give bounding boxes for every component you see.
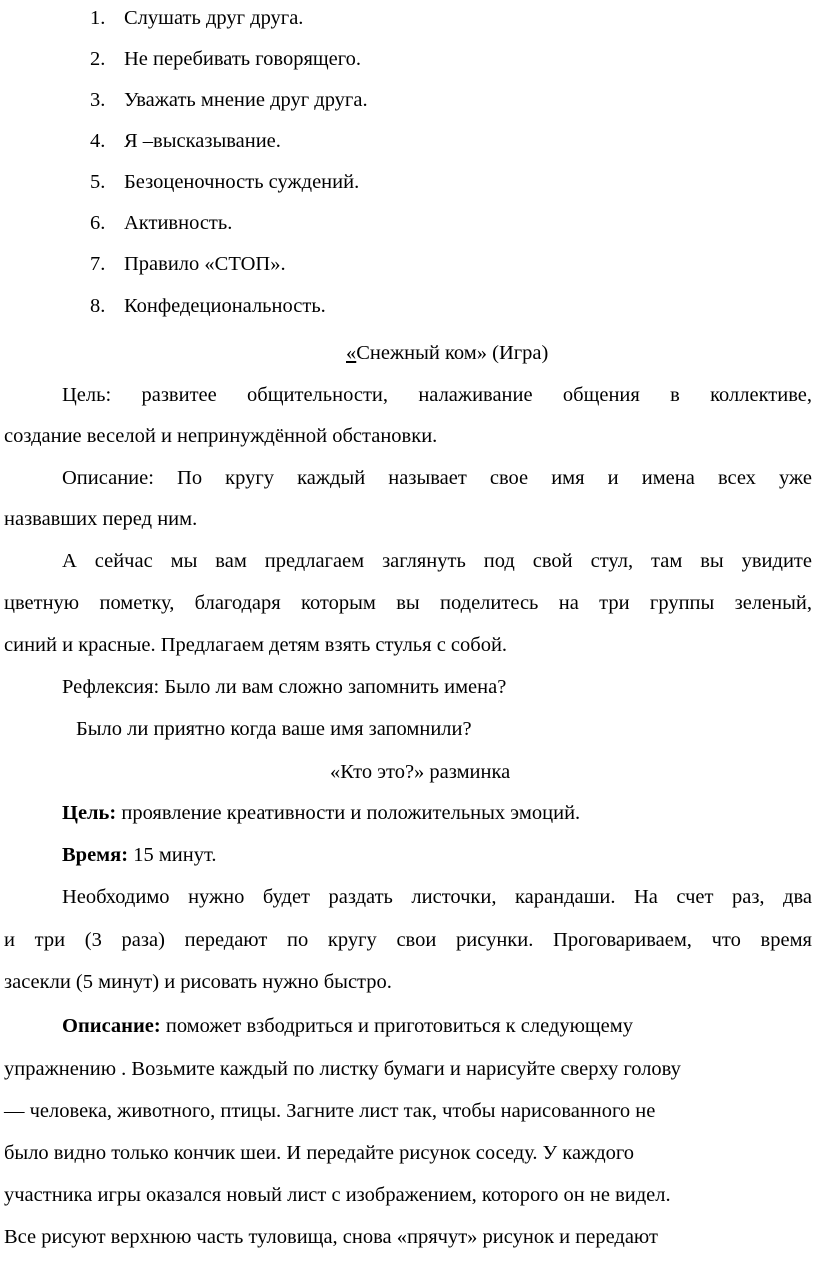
section-title-snowball	[346, 341, 548, 365]
time-label: Время:	[62, 844, 129, 866]
game2-description-line-1	[62, 1014, 633, 1038]
description-line-2: назвавших перед ним.	[4, 508, 198, 530]
reflection-line-2: Было ли приятно когда ваше имя запомнили?	[76, 718, 472, 740]
goal-paragraph-line-2: создание веселой и непринуждённой обстановки.	[4, 425, 438, 447]
list-item-number: 4.	[90, 130, 106, 152]
chairs-paragraph-line-2	[4, 591, 812, 615]
time-line	[62, 843, 217, 867]
game2-description-line-2: упражнению . Возьмите каждый по листку бумаги и нарисуйте сверху голову	[4, 1058, 681, 1080]
list-item-text: Активность.	[124, 212, 233, 234]
instructions-line-3: засекли (5 минут) и рисовать нужно быстро.	[4, 971, 392, 993]
game2-description-line-6: Все рисуют верхнюю часть туловища, снова «прячут» рисунок и передают	[4, 1226, 658, 1248]
reflection-line-1: Рефлексия: Было ли вам сложно запомнить имена?	[62, 676, 507, 698]
list-item-text: Слушать друг друга.	[124, 7, 304, 29]
list-item-number: 2.	[90, 48, 106, 70]
list-item-number: 5.	[90, 171, 106, 193]
list-item-number: 1.	[90, 7, 106, 29]
chairs-line-1-text: А сейчас мы вам предлагаем заглянуть под свой стул, там вы увидите	[62, 550, 812, 572]
list-item-text: Правило «СТОП».	[124, 253, 286, 275]
instructions-line-2-text: и три (3 раза) передают по кругу свои рисунки. Проговариваем, что время	[4, 929, 812, 951]
list-item-number: 6.	[90, 212, 106, 234]
game2-description-line-5: участника игры оказался новый лист с изображением, которого он не видел.	[4, 1184, 671, 1206]
title-text: Снежный ком» (Игра)	[356, 342, 549, 364]
description-line-1	[62, 466, 812, 490]
list-item-text: Не перебивать говорящего.	[124, 48, 362, 70]
goal-paragraph-line-1	[62, 383, 812, 407]
section-title-who-is-it: «Кто это?» разминка	[330, 761, 511, 783]
goal-text: проявление креативности и положительных эмоций.	[116, 802, 581, 824]
title-open-quote: «	[346, 342, 357, 364]
instructions-line-1	[62, 885, 812, 909]
description-label: Описание:	[62, 1015, 161, 1037]
list-item-number: 7.	[90, 253, 106, 275]
goal-line	[62, 801, 580, 825]
chairs-paragraph-line-1	[62, 549, 812, 573]
game2-description-line-4: было видно только кончик шеи. И передайте рисунок соседу. У каждого	[4, 1142, 635, 1164]
list-item-text: Безоценочность суждений.	[124, 171, 360, 193]
chairs-line-2-text: цветную пометку, благодаря которым вы поделитесь на три группы зеленый,	[4, 592, 812, 614]
instructions-line-2	[4, 928, 812, 952]
game2-description-line-3: — человека, животного, птицы. Загните лист так, чтобы нарисованного не	[4, 1100, 656, 1122]
chairs-paragraph-line-3: синий и красные. Предлагаем детям взять стулья с собой.	[4, 634, 508, 656]
list-item-number: 3.	[90, 89, 106, 111]
goal-line-1: Цель: развитее общительности, налаживание общения в коллективе,	[62, 384, 812, 406]
description-line-1-text: Описание: По кругу каждый называет свое имя и имена всех уже	[62, 467, 812, 489]
list-item-text: Конфедециональность.	[124, 295, 326, 317]
description-line-1-rest: поможет взбодриться и приготовиться к следующему	[160, 1015, 633, 1037]
list-item-text: Я –высказывание.	[124, 130, 281, 152]
goal-label: Цель:	[62, 802, 117, 824]
instructions-line-1-text: Необходимо нужно будет раздать листочки, карандаши. На счет раз, два	[62, 886, 812, 908]
list-item-number: 8.	[90, 295, 106, 317]
list-item-text: Уважать мнение друг друга.	[124, 89, 368, 111]
time-text: 15 минут.	[128, 844, 217, 866]
